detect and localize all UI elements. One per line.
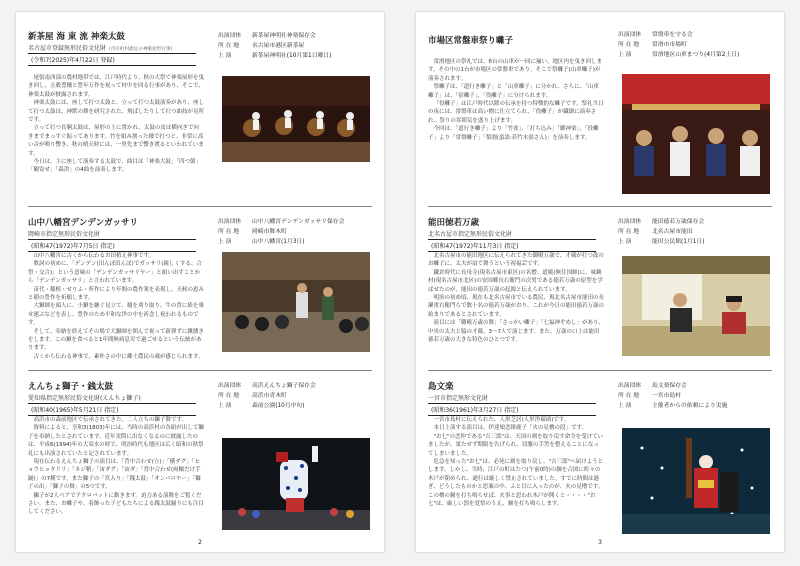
- entry-title: 山中八幡宮デンデンガッサリ: [28, 218, 138, 228]
- entry-description: 尾張南西部の農村地帯では、江戸時代より、秋の大祭で神楽屋形を曳き回し、五穀豊穣と豊年万作を祝って村中を回る行事があり、そこで、神楽太鼓が披露されます。 神楽太鼓には、座して打つ太鼓と、立って打つ太鼓演奏があり、座して打つ太鼓は、神獣の舞を研究された、飛ばしたりして打つ曲技が見所です。 立って打つ長胴太鼓は、屋形の上に置かれ、太鼓の皮は横向きで向きまでまっすぐ振ってあります。竹を組み割った撥で打つと、非常に高い音が鳴り響き、秋の晴天時には、一里先まで響き渡るといわれています。 今日は、主に座して演奏する太鼓で、曲目は「神楽大鼓」「四つ節」「鶴寄せ」「森津」の4曲を演奏します。: [28, 75, 204, 174]
- entry-divider: [428, 370, 772, 371]
- performer-info: 出演団体 新茶屋神明社神楽保存会 所 在 地 名古屋市港区新茶屋 上 演 新茶屋神明社(10月第1日曜日): [218, 33, 332, 59]
- photo-dendengassari: [222, 252, 370, 352]
- entry-divider: [28, 206, 372, 207]
- entry-description: 北名古屋市の能田地区に伝えられてきた御殿万歳で、才蔵が打つ鼓のお囃子に、太夫が扇で舞うという祝福芸です。 鎌倉時代に長母寺(現名古屋市東区)の名僧、道暁(無住国師)に、味鋺村(現名古屋市北区)の安国郷長右衛門の次男である徳若万歳の原型を学ばせたのが、能田の徳若万歳の起源と伝えられています。 明治の初め頃、現在も北名古屋市でいる農民、現北名古屋市能田の長瀬重右衛門らで数十名の徳若万歳がおり、これが今日の能田徳若万歳の始まりであるとされています。 演目には「御殿万歳の舞」「さっかい囃子」「七福神ぞめし」があり、中央の太夫と脇の才蔵、3〜7人で演じます。また、万歳の口上は能田徳若万歳の大きな特色のひとつです。: [428, 253, 604, 344]
- designation-note: (市区町村指定の神楽屋形行事): [109, 47, 173, 52]
- photo-encho-shishi: [222, 438, 370, 530]
- entry-description: 高浜市の森前地区で伝承されてきた、二人立ちの獅子舞です。 資料によると、享和3(1803)年には、当時の高浜村の各組が出して獅子を奉納したとされています。近年実際に出なくなるのに披露したのは、平成6(1994)年の大須水の時で、明治時代も地区は広く昭和の秋祭礼にも出演されていたと記されています。 現在伝わるえんちょ獅子の演目は、「背中合わせ(立)」「横ダグ」「ヒョウヒョタドリ」「ネジ鞘」「宙ダグ」「宙ダ」「背中合わせ(両輪だけ手踊)」の7種です。また獅子の「宮入り」「銭太鼓」「オンパロヤー」「獅子の出」「獅子の舞」の5つです。 獅子が2人ペアでアクロバットに動きます。迫力ある演舞をご覧ください。また、お囃子や、着飾った子どもたちによる銭太鼓踊りにも注目してください。: [28, 417, 204, 516]
- entry-divider: [428, 206, 772, 207]
- photo-kagura: [222, 76, 370, 162]
- page-number: 2: [198, 539, 202, 546]
- entry-description: 一宮市島村に伝えられた、人形芝居(人形浄瑠璃)です。 本日上演する演目は、伊達娘恋緋鹿子「火の見櫓の段」です。 "お七"の恋仲である"吉三郎"は、天国の剣を取り戻す命令を受けていましたが、果たせず期限を告げられ、切腹の手筈を整えることになってしまいました。 危急を知った"お七"は、必死に剣を取り戻し、"吉三郎"へ届けようとします。しかし、当時、江戸の町はたつ(午前0時)の鐘を合図に町々の木戸が閉められ、通行は厳しく禁止されていました。すでに時間は過ぎ、どうしたものかと思案の中、ふと目に入ったのが、火の見櫓です。この櫓の鐘を打ち鳴らせば、火事と思われ木戸が開くと・・・・"お七"は、厳しい罰を覚悟のうえ、鐘を打ち鳴らします。: [428, 417, 604, 508]
- entry-divider: [28, 370, 372, 371]
- entry-kagura-daiko: [28, 30, 372, 174]
- page-2: [16, 12, 384, 552]
- page-number: 3: [598, 539, 602, 546]
- entry-designation: 岡崎市指定無形民俗文化財: [28, 231, 101, 238]
- designation-date: (昭和40(1965)年5月21日 指定): [28, 403, 196, 416]
- entry-tokiwa-guruma: [428, 32, 772, 141]
- photo-shima-bunraku: [622, 428, 770, 534]
- entry-designation: 愛知県指定無形民俗文化財(えんちょ獅子): [28, 395, 141, 402]
- entry-designation: 一宮市指定無形文化財: [428, 395, 489, 402]
- photo-tokiwa-guruma: [622, 74, 770, 194]
- performer-info: 出演団体 能田徳若万歳保存会 所 在 地 北名古屋市能田 上 演 能田公民館(1月1日): [618, 219, 705, 245]
- performer-info: 出演団体 島文楽保存会 所 在 地 一宮市島村 上 演 主催者からの依頼により実施: [618, 383, 728, 409]
- performer-info: 出演団体 山中八幡宮デンデンガッサリ保存会 所 在 地 岡崎市舞木町 上 演 山中八幡宮(1月3日): [218, 219, 345, 245]
- page-3: [416, 12, 784, 552]
- entry-dendengassari: [28, 216, 372, 360]
- designation-date: (昭和47(1972)年11月3日 指定): [428, 239, 596, 252]
- entry-description: 山中八幡宮に古くから伝わるお田植え神事です。 歌詞の初めに、「デンデン(田んぼ田んぼ)でガッサリ(親しくする、合祭・交合)」という意味の「デンデンガッサリヤー」と唄い出すことから「デンデンガッサリ」と言われています。 苗代・稲植・せりふ・所作により年間の農作業を表現し、天候の恵みと稲の豊作を祈願します。 大鍬師を頭人に、小鍬を継ぐ見立て、稲を刈り取り、牛の背に俵を乗せ運ぶなどを表し、豊作のため平和な世の中を祈念し祝われるものです。 そして、奉納を終えてその場で大鍬師を囲んで祝って新弾ずに鍬捌きをします。この鍬を食べると1年間無病息災で過ごせるという伝統があります。 古くから伝わる神事で、素朴さの中に郷土農民の魂が感じられます。: [28, 253, 204, 360]
- entry-title: 能田徳若万歳: [428, 218, 480, 228]
- designation-date: (昭和36(1961)年3月27日 指定): [428, 403, 596, 416]
- entry-designation: 北名古屋市指定無形民俗文化財: [428, 231, 513, 238]
- entry-title: 島文楽: [428, 382, 454, 392]
- performer-info: 出演団体 常盤車を守る会 所 在 地 常滑市市場町 上 演 常滑地区山車まつり(4月第2土日): [618, 32, 740, 58]
- entry-tokuwaka-manzai: [428, 216, 772, 344]
- entry-shima-bunraku: [428, 380, 772, 508]
- entry-title: 市場区常盤車祭り囃子: [428, 36, 514, 46]
- entry-encho-shishi: [28, 380, 372, 516]
- entry-description: 常滑地区の祭礼では、6台の山車が一同に揃い、地区内を曳き回します。その中の1台が市場区の常盤車であり、そこで祭囃子(山車囃子)が演奏されます。 祭囃子は、「道行き囃子」と「山車囃子」に分かれ、さらに、「山車囃子」は、「宿囃子」、「役囃子」に分けられます。 「役囃子」は江戸時代以降の伝承を持つ特徴的な囃子です。祭礼当日の夜には、常盤車は高い櫓に仕立てられ、「役囃子」が繊細に演奏され、祭りの雰囲気を盛り上げます。 今回は、「道行き囃子」より「竹雀」、「打ち込み」「御神楽」、「役囃子」より「常盤囃子」「梨割(蛮語:若竹水弱さん)」を演奏します。: [428, 59, 604, 141]
- performer-info: 出演団体 高浜えんちょ獅子保存会 所 在 地 高浜市青木町 上 演 森前公園(10月中旬): [218, 383, 316, 409]
- designation-date: (昭和47(1972)年7月5日 指定): [28, 239, 196, 252]
- photo-tokuwaka-manzai: [622, 256, 770, 356]
- entry-title: えんちょ獅子・銭太鼓: [28, 382, 114, 392]
- entry-designation: 名古屋市登録無形民俗文化財 (市区町村指定の神楽屋形行事): [28, 45, 173, 52]
- entry-title: 新茶屋 海 東 流 神楽太鼓: [28, 32, 125, 42]
- designation-date: (令和7(2025)年4月22日 登録): [28, 53, 196, 66]
